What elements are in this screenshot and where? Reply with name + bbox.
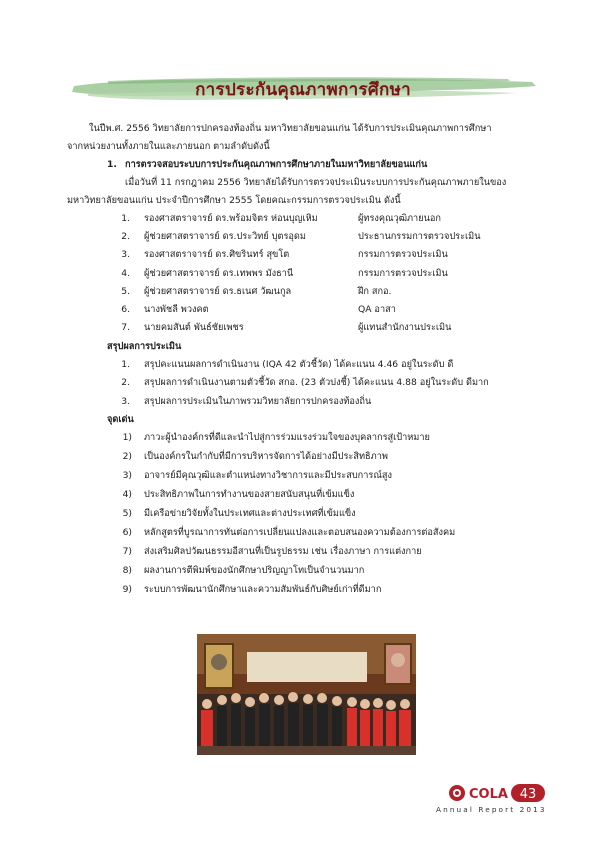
list-item-number: 1. <box>121 213 130 224</box>
list-item-number: 4. <box>121 268 130 279</box>
list-item-number: 5) <box>122 508 132 519</box>
cola-logo <box>448 783 548 803</box>
page-number: 43 <box>519 787 537 802</box>
strengths-heading: จุดเด่น <box>107 414 134 425</box>
list-item-number: 6. <box>121 304 130 315</box>
section-para-2: มหาวิทยาลัยขอนแก่น ประจำปีการศึกษา 2555 โดยคณะกรรมการตรวจประเมิน ดังนี้ <box>67 195 401 206</box>
list-item-number: 3. <box>121 396 130 407</box>
committee-name: ผู้ช่วยศาสตราจารย์ ดร.ประวิทย์ บุตรอุดม <box>144 231 306 242</box>
list-item-number: 9) <box>122 584 132 595</box>
section-heading: การตรวจสอบระบบการประกันคุณภาพการศึกษาภายในมหาวิทยาลัยขอนแก่น <box>125 159 428 170</box>
strength-item: ผลงานการตีพิมพ์ของนักศึกษาปริญญาโทเป็นจำนวนมาก <box>144 565 365 576</box>
list-item-number: 1. <box>121 359 130 370</box>
summary-heading: สรุปผลการประเมิน <box>107 341 182 352</box>
committee-role: ผู้แทนสำนักงานประเมิน <box>358 322 452 333</box>
committee-role: QA อาสา <box>358 304 396 315</box>
list-item-number: 2) <box>122 451 132 462</box>
logo-text: COLA <box>469 787 508 802</box>
group-photo <box>197 634 416 755</box>
section-number: 1. <box>107 159 117 170</box>
summary-item: สรุปผลการดำเนินงานตามตัวชี้วัด สกอ. (23 ตัวบ่งชี้) ได้คะแนน 4.88 อยู่ในระดับ ดีมาก <box>144 377 489 388</box>
list-item-number: 7. <box>121 322 130 333</box>
strength-item: ภาวะผู้นำองค์กรที่ดีและนำไปสู่การร่วมแรงร่วมใจของบุคลากรสู่เป้าหมาย <box>144 432 430 443</box>
summary-item: สรุปคะแนนผลการดำเนินงาน (IQA 42 ตัวชี้วัด) ได้คะแนน 4.46 อยู่ในระดับ ดี <box>144 359 454 370</box>
intro-line-1: ในปีพ.ศ. 2556 วิทยาลัยการปกครองท้องถิ่น มหาวิทยาลัยขอนแก่น ได้รับการประเมินคุณภาพการศึกษา <box>89 123 492 134</box>
list-item-number: 2. <box>121 377 130 388</box>
committee-role: ผู้ทรงคุณวุฒิภายนอก <box>358 213 441 224</box>
committee-name: นางพัชลี พวงคต <box>144 304 209 315</box>
strength-item: ระบบการพัฒนานักศึกษาและความสัมพันธ์กับศิษย์เก่าที่ดีมาก <box>144 584 382 595</box>
list-item-number: 3) <box>122 470 132 481</box>
list-item-number: 4) <box>122 489 132 500</box>
title-banner <box>68 72 538 106</box>
strength-item: เป็นองค์กรในกำกับที่มีการบริหารจัดการได้อย่างมีประสิทธิภาพ <box>144 451 388 462</box>
list-item-number: 8) <box>122 565 132 576</box>
committee-name: ผู้ช่วยศาสตราจารย์ ดร.เทพพร มังธานี <box>144 268 294 279</box>
footer-caption: Annual Report 2013 <box>436 805 547 814</box>
committee-role: ฝึก สกอ. <box>358 286 392 297</box>
committee-name: ผู้ช่วยศาสตราจารย์ ดร.ธเนศ วัฒนกูล <box>144 286 292 297</box>
strength-item: มีเครือข่ายวิจัยทั้งในประเทศและต่างประเทศที่เข้มแข็ง <box>144 508 356 519</box>
committee-name: นายคมสันต์ พันธ์ชัยเพชร <box>144 322 244 333</box>
strength-item: อาจารย์มีคุณวุฒิและตำแหน่งทางวิชาการและมีประสบการณ์สูง <box>144 470 392 481</box>
strength-item: หลักสูตรที่บูรณาการทันต่อการเปลี่ยนแปลงและตอบสนองความต้องการต่อสังคม <box>144 527 456 538</box>
section-para-1: เมื่อวันที่ 11 กรกฎาคม 2556 วิทยาลัยได้รับการตรวจประเมินระบบการประกันคุณภาพภายในของ <box>125 177 507 188</box>
strength-item: ประสิทธิภาพในการทำงานของสายสนับสนุนที่เข้มแข็ง <box>144 489 355 500</box>
committee-name: รองศาสตราจารย์ ดร.ศิขรินทร์ สุขโต <box>144 249 290 260</box>
list-item-number: 5. <box>121 286 130 297</box>
list-item-number: 2. <box>121 231 130 242</box>
list-item-number: 6) <box>122 527 132 538</box>
committee-role: กรรมการตรวจประเมิน <box>358 268 448 279</box>
summary-item: สรุปผลการประเมินในภาพรวมวิทยาลัยการปกครองท้องถิ่น <box>144 396 372 407</box>
committee-role: ประธานกรรมการตรวจประเมิน <box>358 231 481 242</box>
list-item-number: 7) <box>122 546 132 557</box>
strength-item: ส่งเสริมศิลปวัฒนธรรมอีสานที่เป็นรูปธรรม เช่น เรื่องภาษา การแต่งกาย <box>144 546 422 557</box>
page-title: การประกันคุณภาพการศึกษา <box>195 80 411 100</box>
list-item-number: 1) <box>122 432 132 443</box>
list-item-number: 3. <box>121 249 130 260</box>
intro-line-2: จากหน่วยงานทั้งภายในและภายนอก ตามลำดับดังนี้ <box>67 141 270 152</box>
committee-name: รองศาสตราจารย์ ดร.พร้อมจิตร ห่อนบุญเหิม <box>144 213 318 224</box>
committee-role: กรรมการตรวจประเมิน <box>358 249 448 260</box>
